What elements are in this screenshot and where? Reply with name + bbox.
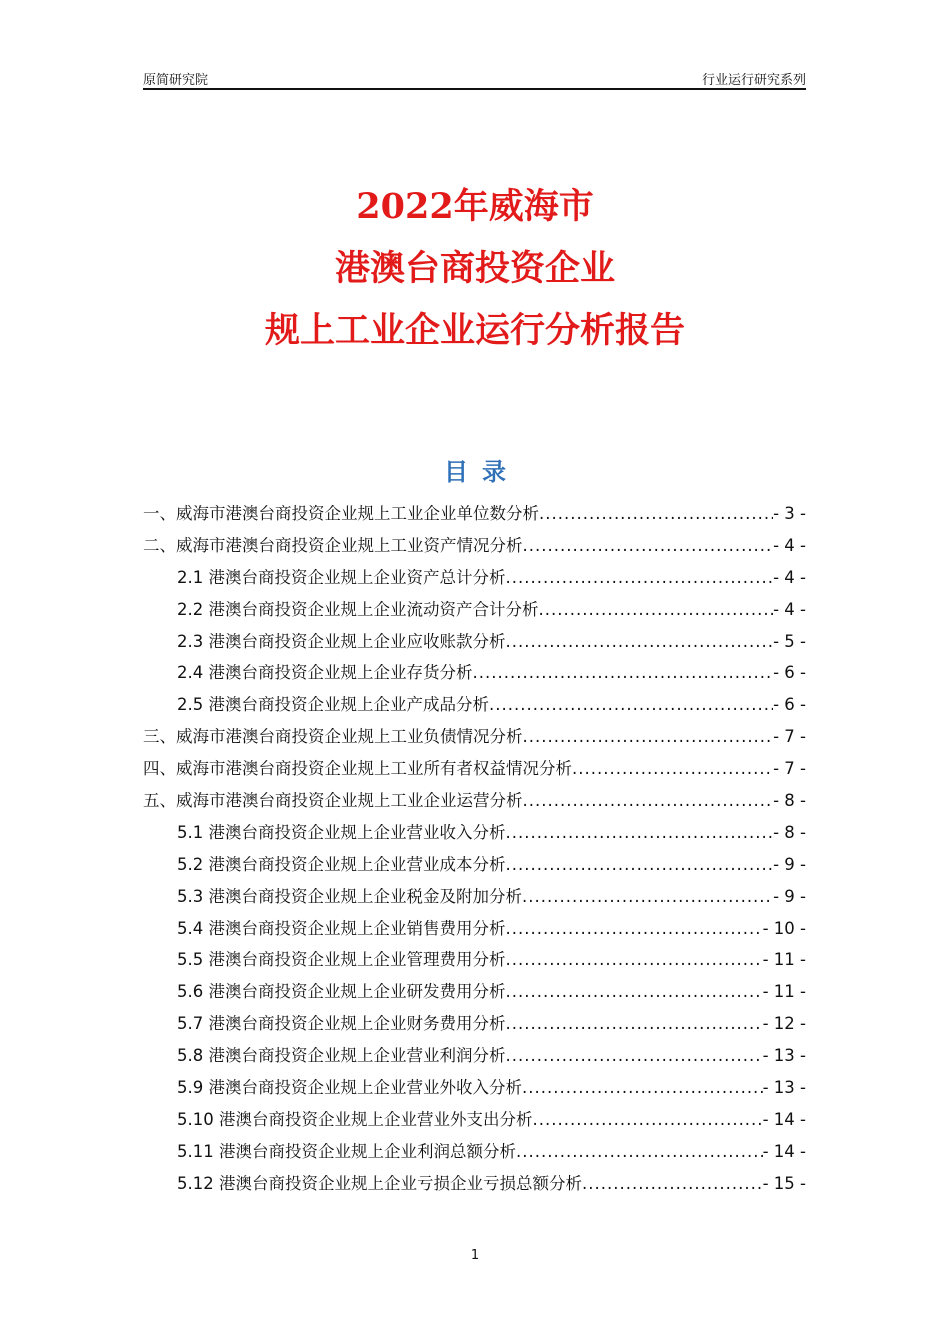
toc-entry-page: - 4 - [773,599,806,619]
dot-leader [506,851,774,879]
toc-entry-title: 三、威海市港澳台商投资企业规上工业负债情况分析 [143,727,523,747]
toc-entry-page: - 7 - [773,759,806,779]
toc-entry-page: - 14 - [762,1109,806,1129]
dot-leader [489,691,773,719]
page-number: 1 [470,1248,480,1263]
toc-entry-title: 5.10 港澳台商投资企业规上企业营业外支出分析 [177,1109,533,1129]
toc-entry[interactable] [143,1074,806,1106]
toc-entry-page: - 12 - [762,1014,806,1034]
toc-entry-title: 5.4 港澳台商投资企业规上企业销售费用分析 [177,918,506,938]
dot-leader [506,915,763,943]
dot-leader [506,564,774,592]
dot-leader [506,628,774,656]
dot-leader [522,1074,763,1102]
toc-entry-title: 5.8 港澳台商投资企业规上企业营业利润分析 [177,1046,506,1066]
toc-entry-title: 5.5 港澳台商投资企业规上企业管理费用分析 [177,950,506,970]
toc-entry-title: 2.5 港澳台商投资企业规上企业产成品分析 [177,695,489,715]
dot-leader [506,1010,763,1038]
toc-entry[interactable] [143,1010,806,1042]
toc-entry[interactable] [143,691,806,723]
toc-entry-page: - 13 - [762,1046,806,1066]
toc-entry-title: 5.3 港澳台商投资企业规上企业税金及附加分析 [177,886,522,906]
title-line: 港澳台商投资企业 [334,248,615,289]
toc-entry-page: - 11 - [762,950,806,970]
toc-entry[interactable] [143,946,806,978]
toc-entry-page: - 3 - [773,504,806,523]
dot-leader [522,883,773,911]
table-of-contents [143,500,806,1202]
dot-leader [532,1106,762,1134]
toc-entry[interactable] [143,819,806,851]
toc-entry[interactable] [143,628,806,660]
toc-entry-title: 2.1 港澳台商投资企业规上企业资产总计分析 [177,567,506,587]
page-header [143,68,806,90]
dot-leader [516,1138,763,1166]
toc-entry-title: 5.6 港澳台商投资企业规上企业研发费用分析 [177,982,506,1002]
toc-entry-page: - 9 - [773,854,806,874]
toc-entry-page: - 4 - [773,535,806,555]
toc-entry-page: - 11 - [762,982,806,1002]
toc-entry[interactable] [143,883,806,915]
toc-entry-title: 5.9 港澳台商投资企业规上企业营业外收入分析 [177,1078,522,1098]
toc-entry-title: 2.2 港澳台商投资企业规上企业流动资产合计分析 [177,599,539,619]
toc-entry-page: - 6 - [773,695,806,715]
dot-leader [506,946,763,974]
toc-entry[interactable] [143,532,806,564]
toc-entry[interactable] [143,1138,806,1170]
toc-heading: 目录 [444,458,520,486]
toc-entry-title: 四、威海市港澳台商投资企业规上工业所有者权益情况分析 [143,759,572,779]
toc-entry-page: - 9 - [773,886,806,906]
toc-entry-title: 5.1 港澳台商投资企业规上企业营业收入分析 [177,822,506,842]
toc-entry-title: 5.11 港澳台商投资企业规上企业利润总额分析 [177,1141,516,1161]
toc-entry[interactable] [143,915,806,947]
toc-entry-title: 5.12 港澳台商投资企业规上企业亏损企业亏损总额分析 [177,1173,582,1193]
toc-entry-title: 一、威海市港澳台商投资企业规上工业企业单位数分析 [143,504,539,523]
toc-entry[interactable] [143,1170,806,1202]
dot-leader [523,787,774,815]
toc-entry[interactable] [143,564,806,596]
header-series: 行业运行研究系列 [701,73,806,88]
title-line: 规上工业企业运行分析报告 [264,310,685,351]
toc-entry-title: 二、威海市港澳台商投资企业规上工业资产情况分析 [143,535,523,555]
toc-entry-page: - 6 - [773,663,806,683]
dot-leader [473,659,774,687]
toc-entry-page: - 13 - [762,1078,806,1098]
dot-leader [539,596,774,624]
toc-entry-title: 2.3 港澳台商投资企业规上企业应收账款分析 [177,631,506,651]
toc-entry[interactable] [143,596,806,628]
dot-leader [582,1170,763,1198]
toc-entry[interactable] [143,500,806,532]
dot-leader [506,978,763,1006]
dot-leader [572,755,773,783]
header-org: 原简研究院 [143,73,209,88]
dot-leader [523,532,774,560]
toc-entry-page: - 10 - [762,918,806,938]
dot-leader [523,723,774,751]
toc-entry[interactable] [143,1106,806,1138]
toc-entry-page: - 8 - [773,791,806,811]
toc-entry[interactable] [143,755,806,787]
toc-entry-title: 五、威海市港澳台商投资企业规上工业企业运营分析 [143,791,523,811]
dot-leader [539,500,773,528]
dot-leader [506,1042,763,1070]
toc-entry[interactable] [143,851,806,883]
toc-entry-title: 5.2 港澳台商投资企业规上企业营业成本分析 [177,854,506,874]
toc-entry-page: - 15 - [762,1173,806,1193]
toc-entry-page: - 4 - [773,567,806,587]
toc-entry-page: - 14 - [762,1141,806,1161]
toc-entry[interactable] [143,978,806,1010]
toc-entry[interactable] [143,787,806,819]
toc-entry-page: - 7 - [773,727,806,747]
toc-entry[interactable] [143,1042,806,1074]
title-line: 2022年威海市 [356,186,594,227]
toc-entry-title: 5.7 港澳台商投资企业规上企业财务费用分析 [177,1014,506,1034]
toc-entry-title: 2.4 港澳台商投资企业规上企业存货分析 [177,663,473,683]
toc-entry[interactable] [143,659,806,691]
dot-leader [506,819,774,847]
report-title [0,176,950,362]
toc-entry-page: - 5 - [773,631,806,651]
toc-entry-page: - 8 - [773,822,806,842]
toc-entry[interactable] [143,723,806,755]
